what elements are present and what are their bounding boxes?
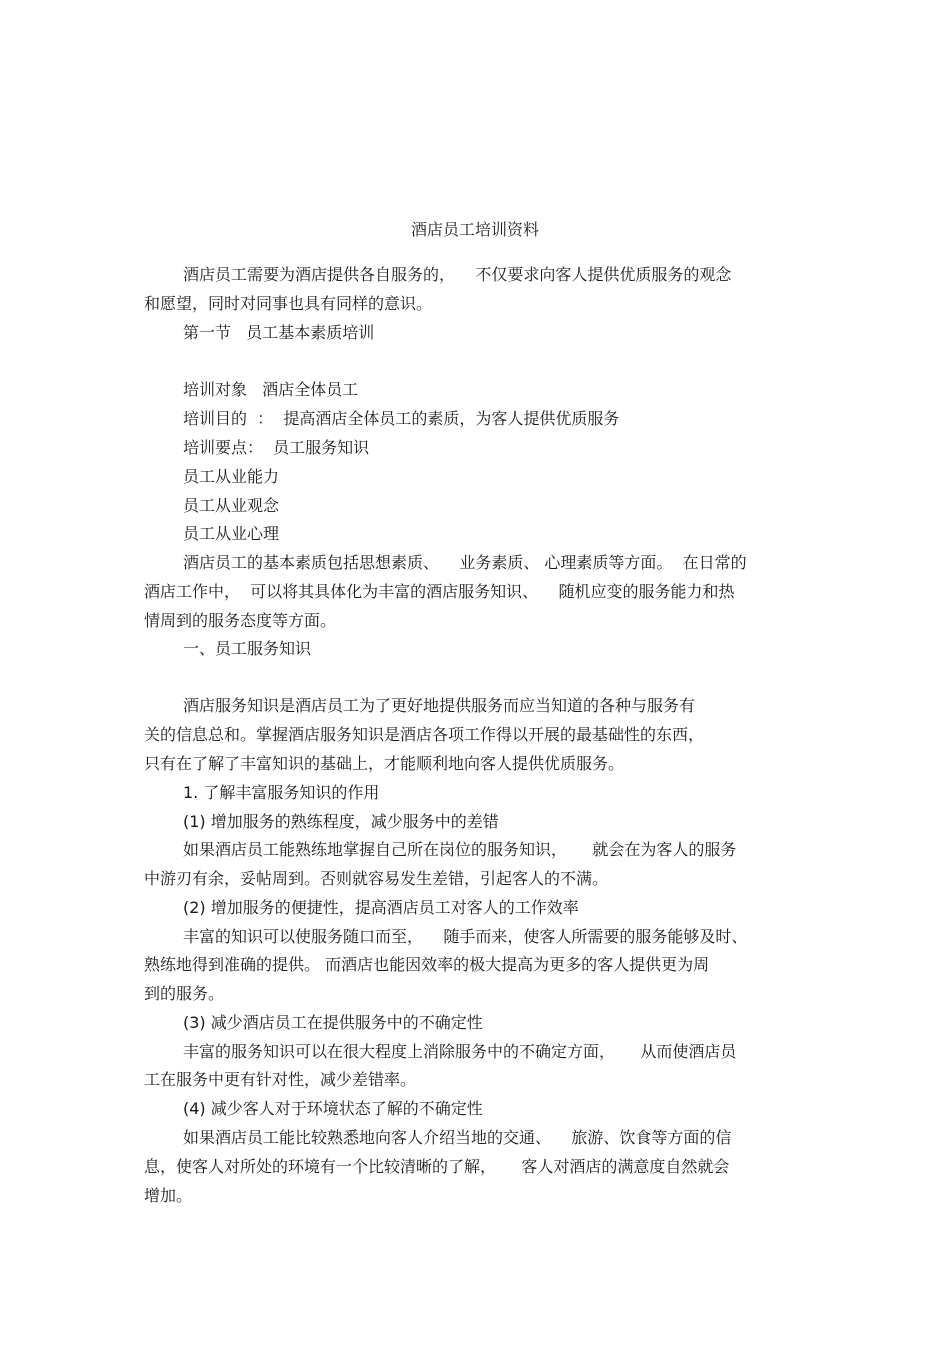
paragraph-line: 培训对象 酒店全体员工 [183,380,359,399]
subheading: (3) 减少酒店员工在提供服务中的不确定性 [183,1013,483,1032]
section-heading: 第一节 员工基本素质培训 [183,323,375,342]
paragraph-line: 酒店员工的基本素质包括思想素质、 业务素质、 心理素质等方面。 在日常的 [183,553,747,572]
paragraph-line: 员工从业观念 [183,496,280,515]
paragraph-line: 和愿望，同时对同事也具有同样的意识。 [144,294,433,313]
paragraph-line: 工在服务中更有针对性，减少差错率。 [144,1070,417,1089]
paragraph-line: 培训目的 ： 提高酒店全体员工的素质，为客人提供优质服务 [183,409,620,428]
paragraph-line: 员工从业心理 [183,524,280,543]
paragraph-line: 增加。 [144,1186,193,1205]
paragraph-line: 丰富的服务知识可以在很大程度上消除服务中的不确定方面， 从而使酒店员 [183,1042,737,1061]
paragraph-line: 丰富的知识可以使服务随口而至， 随手而来，使客人所需要的服务能够及时、 [183,927,748,946]
paragraph-line: 只有在了解了丰富知识的基础上，才能顺利地向客人提供优质服务。 [144,754,625,773]
paragraph-line: 员工从业能力 [183,467,280,486]
subheading: 1. 了解丰富服务知识的作用 [183,783,380,802]
paragraph-line: 关的信息总和。掌握酒店服务知识是酒店各项工作得以开展的最基础性的东西， [144,725,705,744]
paragraph-line: 酒店工作中， 可以将其具体化为丰富的酒店服务知识、 随机应变的服务能力和热 [144,582,735,601]
paragraph-line: 酒店员工需要为酒店提供各自服务的， 不仅要求向客人提供优质服务的观念 [183,265,732,284]
paragraph-line: 息，使客人对所处的环境有一个比较清晰的了解， 客人对酒店的满意度自然就会 [144,1157,730,1176]
paragraph-line: 如果酒店员工能熟练地掌握自己所在岗位的服务知识， 就会在为客人的服务 [183,840,737,859]
paragraph-line: 如果酒店员工能比较熟悉地向客人介绍当地的交通、 旅游、饮食等方面的信 [183,1128,732,1147]
paragraph-line: 酒店服务知识是酒店员工为了更好地提供服务而应当知道的各种与服务有 [183,696,696,715]
doc-title: 酒店员工培训资料 [410,220,539,239]
paragraph-line: 中游刃有余，妥帖周到。否则就容易发生差错，引起客人的不满。 [144,869,609,888]
subheading: (4) 减少客人对于环境状态了解的不确定性 [183,1099,483,1118]
paragraph-line: 到的服务。 [144,984,225,1003]
paragraph-line: 情周到的服务态度等方面。 [144,611,337,630]
paragraph-line: 熟练地得到准确的提供。 而酒店也能因效率的极大提高为更多的客人提供更为周 [144,955,710,974]
paragraph-line: 培训要点： 员工服务知识 [183,438,370,457]
subheading: (2) 增加服务的便捷性，提高酒店员工对客人的工作效率 [183,898,579,917]
section-heading: 一、员工服务知识 [183,639,312,658]
subheading: (1) 增加服务的熟练程度，减少服务中的差错 [183,812,499,831]
